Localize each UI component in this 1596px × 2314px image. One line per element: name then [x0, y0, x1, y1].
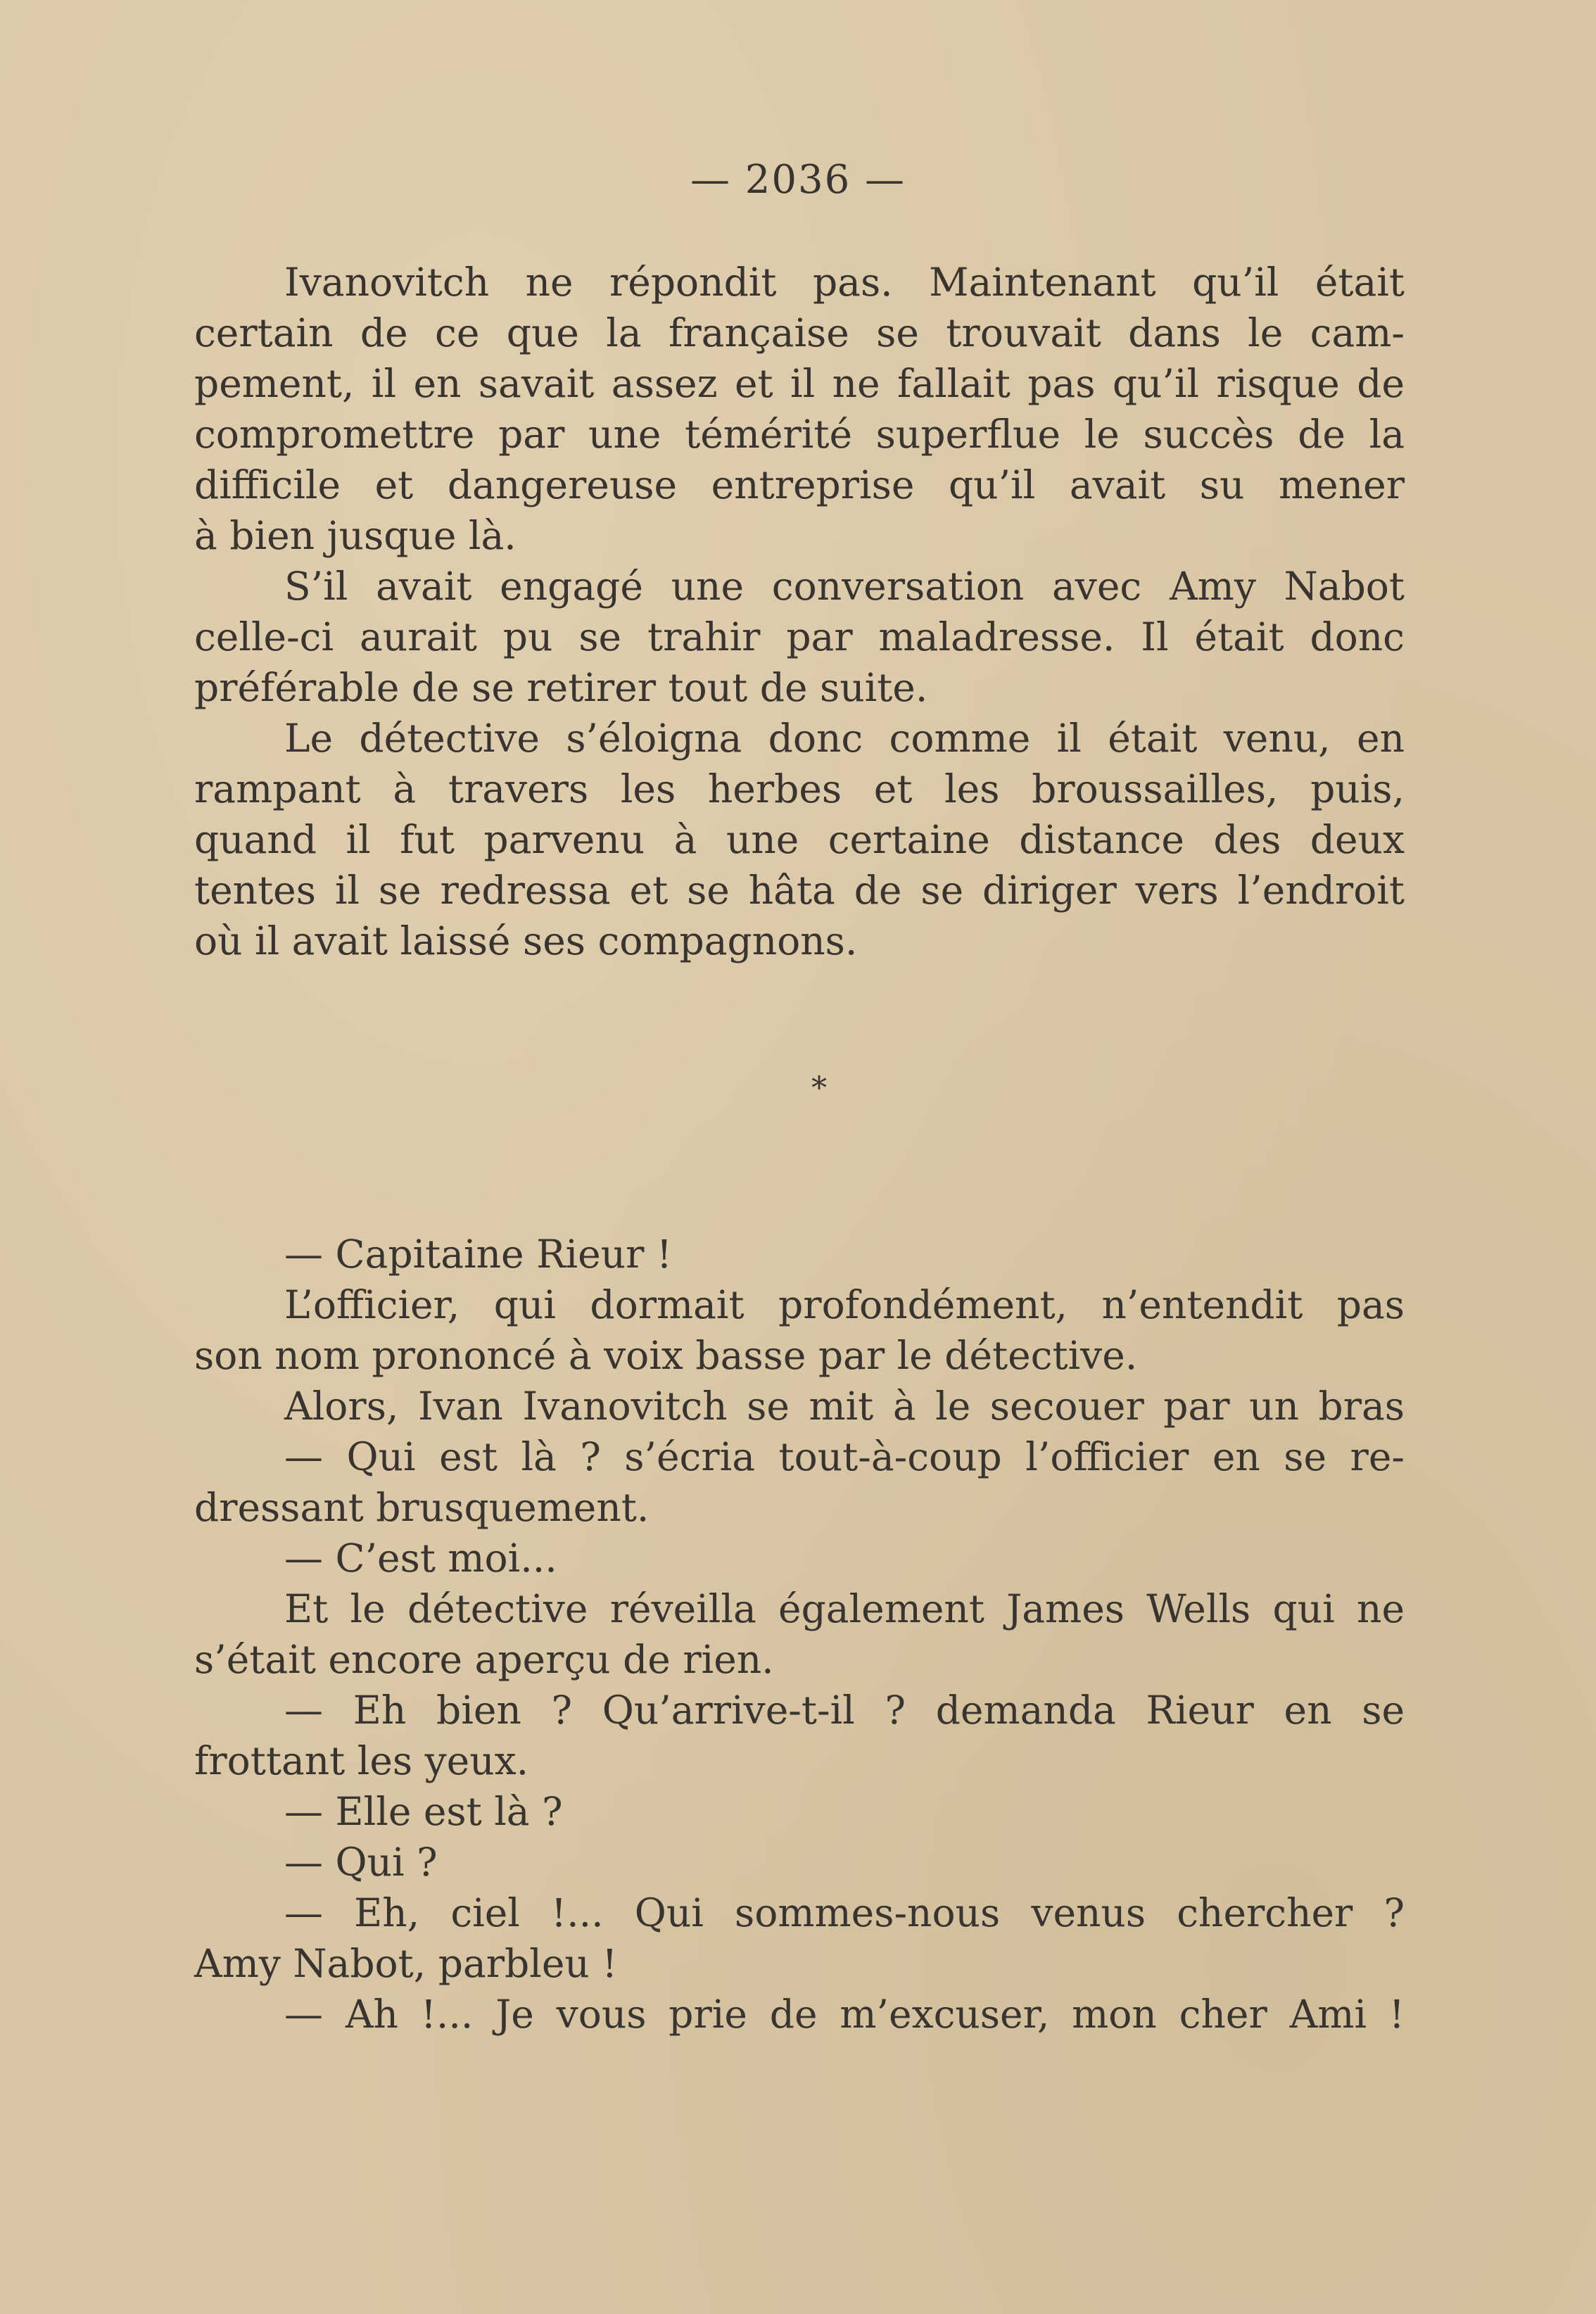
dialogue-section [194, 1229, 1405, 2040]
page-number: — 2036 — [690, 157, 906, 203]
text-line: compromettre par une témérité superflue le succès de la [194, 412, 1405, 457]
text-line: dressant brusquement. [194, 1485, 650, 1530]
text-line: L’officier, qui dormait profondément, n’entendit pas [284, 1282, 1405, 1327]
text-line: Amy Nabot, parbleu ! [194, 1941, 618, 1986]
text-line: S’il avait engagé une conversation avec Amy Nabot [284, 564, 1405, 609]
text-line: à bien jusque là. [194, 513, 517, 558]
text-line: — Eh, ciel !... Qui sommes-nous venus chercher ? [284, 1890, 1405, 1935]
text-line: — Qui ? [284, 1840, 438, 1885]
text-line: frottant les yeux. [194, 1738, 529, 1783]
text-line: difficile et dangereuse entreprise qu’il avait su mener [194, 462, 1405, 507]
text-line: certain de ce que la française se trouvait dans le cam- [194, 310, 1405, 355]
text-line: où il avait laissé ses compagnons. [194, 918, 858, 963]
paragraphs-before-break [194, 257, 1405, 966]
text-line: tentes il se redressa et se hâta de se diriger vers l’endroit [194, 868, 1405, 913]
text-line: celle-ci aurait pu se trahir par maladresse. Il était donc [194, 614, 1405, 659]
text-line: — Eh bien ? Qu’arrive-t-il ? demanda Rieur en se [284, 1688, 1405, 1733]
text-line: — Ah !... Je vous prie de m’excuser, mon cher Ami ! [284, 1992, 1405, 2037]
section-break-asterisk: * [811, 1070, 827, 1106]
text-line: — C’est moi... [284, 1536, 557, 1581]
text-line: Ivanovitch ne répondit pas. Maintenant qu’il était [284, 260, 1405, 305]
text-line: Et le détective réveilla également James Wells qui ne [284, 1586, 1405, 1631]
text-line: — Capitaine Rieur ! [284, 1232, 672, 1277]
text-line: son nom prononcé à voix basse par le détective. [194, 1333, 1138, 1378]
text-line: pement, il en savait assez et il ne fallait pas qu’il risque de [194, 361, 1405, 406]
text-line: Le détective s’éloigna donc comme il était venu, en [284, 716, 1405, 761]
text-line: — Qui est là ? s’écria tout-à-coup l’officier en se re- [284, 1434, 1405, 1479]
text-line: préférable de se retirer tout de suite. [194, 665, 928, 710]
text-line: rampant à travers les herbes et les broussailles, puis, [194, 766, 1405, 811]
text-line: — Elle est là ? [284, 1789, 563, 1834]
text-line: Alors, Ivan Ivanovitch se mit à le secouer par un bras [284, 1384, 1405, 1429]
text-line: quand il fut parvenu à une certaine distance des deux [194, 817, 1405, 862]
text-line: s’était encore aperçu de rien. [194, 1637, 774, 1682]
